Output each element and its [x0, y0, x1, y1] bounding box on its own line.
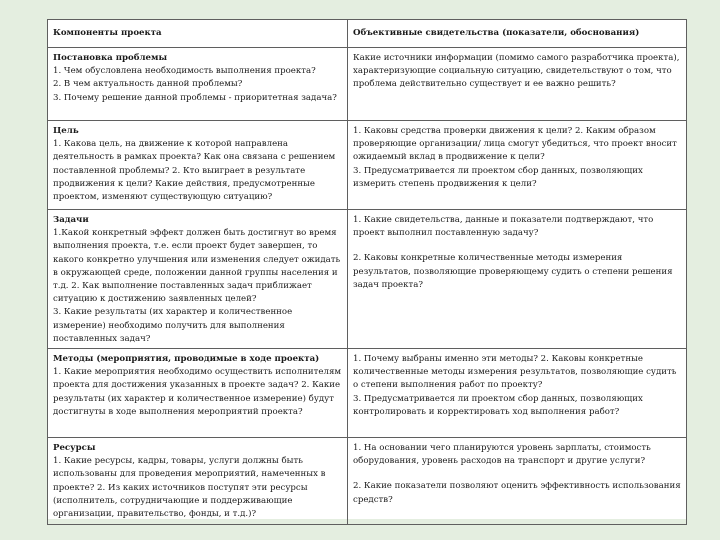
row-text-line: 1. Чем обусловлена необходимость выполнения проекта?	[53, 66, 316, 77]
row-problem-right-cell	[348, 48, 687, 121]
row-title: Задачи	[53, 215, 89, 225]
row-title: Постановка проблемы	[53, 53, 168, 63]
table-row	[48, 48, 687, 121]
evidence-paragraph: 1. Почему выбраны именно эти методы? 2. Каковы конкретные количественные методы измерения результатов, позволяющие судить о степени выполнения работ по проекту?	[353, 354, 677, 391]
project-components-table	[47, 19, 687, 525]
header-project-components: Компоненты проекта	[48, 20, 348, 48]
table-row	[48, 121, 687, 210]
row-text-line: 1. Какие ресурсы, кадры, товары, услуги должны быть использованы для проведения мероприятий, намеченных в проекте? 2. Из каких источников поступят эти ресурсы (исполнитель, сотрудничающие и поддерживающие организации, правительство, фонды, и т.д.)?	[53, 456, 326, 520]
row-resources-left-cell	[48, 438, 348, 525]
row-goal-right-cell	[348, 121, 687, 210]
row-title: Ресурсы	[53, 443, 96, 454]
table-row	[48, 349, 687, 438]
row-methods-left-cell	[48, 349, 348, 438]
evidence-paragraph: Какие источники информации (помимо самого разработчика проекта), характеризующие социальную ситуацию, свидетельствуют о том, что проблема действительно существует и ее важно решить?	[353, 53, 680, 90]
row-text-line: 3. Почему решение данной проблемы - приоритетная задача?	[53, 92, 337, 103]
evidence-paragraph: 2. Каковы конкретные количественные методы измерения результатов, позволяющие проверяющему судить о степени решения задач проекта?	[353, 253, 673, 290]
row-problem-left-cell	[48, 48, 348, 121]
row-tasks-right-cell	[348, 210, 687, 349]
row-goal-left-cell	[48, 121, 348, 210]
table-header-row	[48, 20, 687, 48]
table-row	[48, 210, 687, 349]
evidence-paragraph: 1. На основании чего планируются уровень зарплаты, стоимость оборудования, уровень расходов на транспорт и другие услуги?	[353, 443, 651, 467]
row-title: Методы (мероприятия, проводимые в ходе проекта)	[53, 354, 320, 365]
row-tasks-left-cell	[48, 210, 348, 349]
row-text-line: 2. В чем актуальность данной проблемы?	[53, 79, 243, 90]
row-text-line: 1. Какие мероприятия необходимо осуществить исполнителям проекта для достижения указанных в проекте задач? 2. Какие результаты (их характер и количественное измерение) будут достигнуты в ходе выполнения мероприятий проекта?	[53, 367, 342, 417]
header-objective-evidence: Объективные свидетельства (показатели, обоснования)	[348, 20, 687, 48]
paragraph-gap	[353, 468, 681, 480]
evidence-paragraph: 1. Какие свидетельства, данные и показатели подтверждают, что проект выполнил поставленную задачу?	[353, 215, 654, 239]
table-row	[48, 438, 687, 525]
evidence-paragraph: 3. Предусматривается ли проектом сбор данных, позволяющих измерить степень продвижения к цели?	[353, 165, 643, 189]
evidence-paragraph: 2. Какие показатели позволяют оценить эффективность использования средств?	[353, 481, 681, 505]
evidence-paragraph: 3. Предусматривается ли проектом сбор данных, позволяющих контролировать и корректировать ход выполнения работ?	[353, 393, 643, 417]
row-resources-right-cell	[348, 438, 687, 525]
paragraph-gap	[353, 240, 681, 252]
row-text-line: 3. Какие результаты (их характер и количественное измерение) необходимо получить для выполнения поставленных задач?	[53, 307, 293, 344]
document-table-wrapper	[47, 19, 686, 519]
row-title: Цель	[53, 126, 79, 136]
evidence-paragraph: 1. Каковы средства проверки движения к цели? 2. Каким образом проверяющие организации/ лица смогут убедиться, что проект вносит ожидаемый вклад в продвижение к цели?	[353, 126, 677, 163]
row-text-line: 1.Какой конкретный эффект должен быть достигнут во время выполнения проекта, т.е. если проект будет завершен, то какого конкретно улучшения или изменения следует ожидать в окружающей среде, положении данной группы населения и т.д. 2. Как выполнение поставленных задач приближает ситуацию к достижению заявленных целей?	[53, 228, 341, 305]
row-methods-right-cell	[348, 349, 687, 438]
row-text-line: 1. Какова цель, на движение к которой направлена деятельность в рамках проекта? Как она связана с решением поставленной проблемы? 2. Кто выиграет в результате продвижения к цели? Какие действия, предусмотренные проектом, изменяют существующую ситуацию?	[53, 139, 336, 203]
